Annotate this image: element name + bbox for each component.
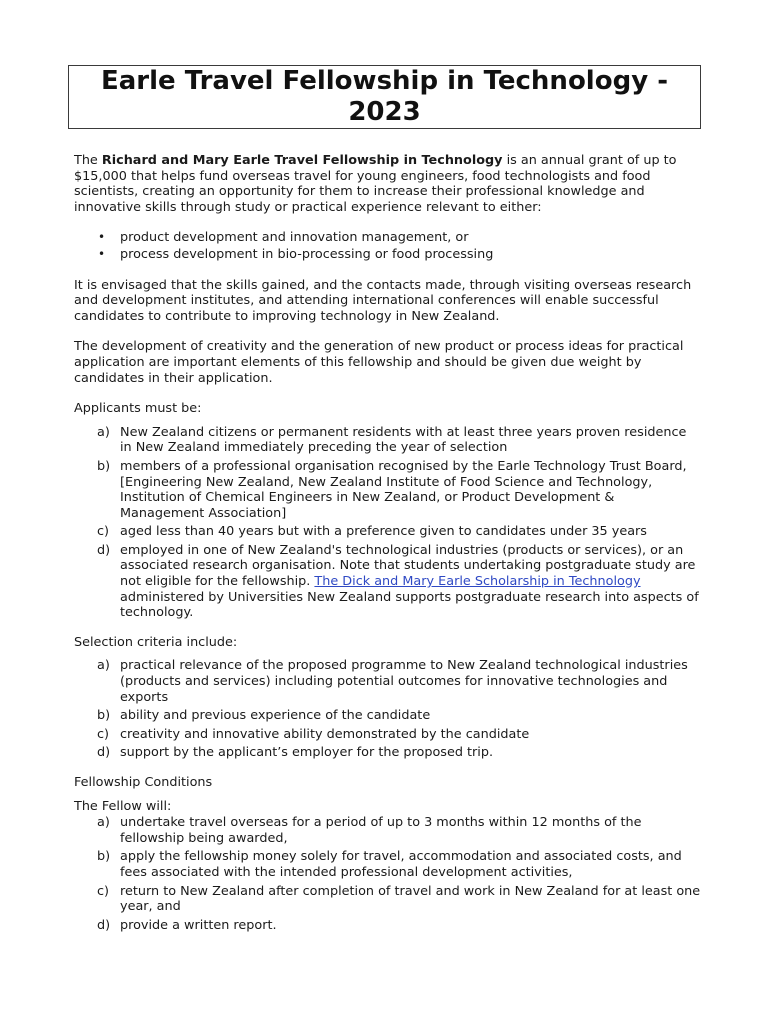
- intro-text: is an annual grant of up to $15,000 that helps fund overseas travel for young engineers, food technologists and food scientists, creating an opportunity for them to increase their professional knowledge and innovative skills through study or practical experience relevant to either:: [74, 153, 677, 215]
- list-item: [74, 230, 702, 246]
- list-item: [74, 918, 702, 934]
- list-item-text: members of a professional organisation recognised by the Earle Technology Trust Board, [Engineering New Zealand, New Zealand Institute of Food Science and Technology, Institution of Chemical Engineers in New Zealand, or Product Development & Management Association]: [120, 458, 687, 521]
- conditions-list: [74, 815, 702, 933]
- list-item-text: provide a written report.: [120, 917, 277, 933]
- conditions-subheading: The Fellow will:: [74, 798, 172, 814]
- list-marker: b): [97, 708, 111, 724]
- list-marker: a): [97, 815, 110, 831]
- list-marker: b): [97, 849, 111, 865]
- bullet-icon: •: [98, 230, 106, 245]
- applicants-list: [74, 425, 702, 621]
- selection-heading: Selection criteria include:: [74, 634, 238, 650]
- list-marker: c): [97, 524, 110, 540]
- list-marker: d): [97, 745, 111, 761]
- list-item: [74, 247, 702, 263]
- bullet-icon: •: [98, 246, 106, 261]
- list-item-text: administered by Universities New Zealand supports postgraduate research into aspects of technology.: [120, 589, 699, 621]
- list-item: [74, 524, 702, 540]
- conditions-heading: Fellowship Conditions: [74, 775, 213, 790]
- focus-areas-list: [74, 230, 702, 262]
- list-item-text: aged less than 40 years but with a preference given to candidates under 35 years: [120, 524, 647, 540]
- list-marker: c): [97, 726, 110, 742]
- list-item: [74, 727, 702, 743]
- list-item: [74, 708, 702, 724]
- list-item: [74, 425, 702, 456]
- selection-list: [74, 658, 702, 761]
- list-item-text: process development in bio-processing or food processing: [120, 246, 494, 262]
- list-item-text: support by the applicant’s employer for the proposed trip.: [120, 745, 494, 761]
- list-marker: c): [97, 883, 110, 899]
- list-item: [74, 658, 702, 705]
- list-item: [74, 884, 702, 915]
- list-marker: a): [97, 424, 110, 440]
- fellowship-name: Richard and Mary Earle Travel Fellowship in Technology: [101, 153, 503, 168]
- list-item-text: return to New Zealand after completion of travel and work in New Zealand for at least one year, and: [120, 883, 701, 915]
- list-marker: d): [97, 917, 111, 933]
- list-item: [74, 459, 702, 521]
- list-item-text: undertake travel overseas for a period of up to 3 months within 12 months of the fellowship being awarded,: [120, 815, 642, 846]
- creativity-paragraph: The development of creativity and the generation of new product or process ideas for practical application are important elements of this fellowship and should be given due weight by candidates in their application.: [74, 339, 684, 386]
- list-item-text: apply the fellowship money solely for travel, accommodation and associated costs, and fees associated with the intended professional development activities,: [120, 849, 682, 880]
- list-item-text: creativity and innovative ability demonstrated by the candidate: [120, 726, 530, 742]
- list-item: [74, 849, 702, 880]
- list-item: [74, 745, 702, 761]
- list-item-text: ability and previous experience of the candidate: [120, 708, 431, 724]
- title-box: [68, 65, 701, 129]
- list-marker: a): [97, 658, 110, 674]
- list-item: [74, 815, 702, 846]
- list-item-text: New Zealand citizens or permanent residents with at least three years proven residence in New Zealand immediately preceding the year of selection: [120, 424, 687, 456]
- list-marker: d): [97, 542, 111, 558]
- list-item-text: employed in one of New Zealand's technological industries (products or services), or an associated research organisation. Note that students undertaking postgraduate study are not eligible for the fellowship.: [120, 542, 696, 590]
- applicants-heading: Applicants must be:: [74, 401, 202, 417]
- list-item-text: product development and innovation management, or: [120, 230, 469, 246]
- page-title: Earle Travel Fellowship in Technology - 2023: [101, 66, 668, 127]
- scholarship-link[interactable]: The Dick and Mary Earle Scholarship in Technology: [314, 574, 641, 590]
- intro-prefix: The: [74, 153, 102, 168]
- list-marker: b): [97, 458, 111, 474]
- document-body: [74, 153, 702, 947]
- intro-paragraph: [74, 153, 702, 215]
- skills-paragraph: It is envisaged that the skills gained, and the contacts made, through visiting overseas research and development institutes, and attending international conferences will enable successful candidates to contribute to improving technology in New Zealand.: [74, 277, 692, 324]
- list-item-text: practical relevance of the proposed programme to New Zealand technological industries (products and services) including potential outcomes for innovative technologies and exports: [120, 658, 688, 705]
- list-item: [74, 543, 702, 621]
